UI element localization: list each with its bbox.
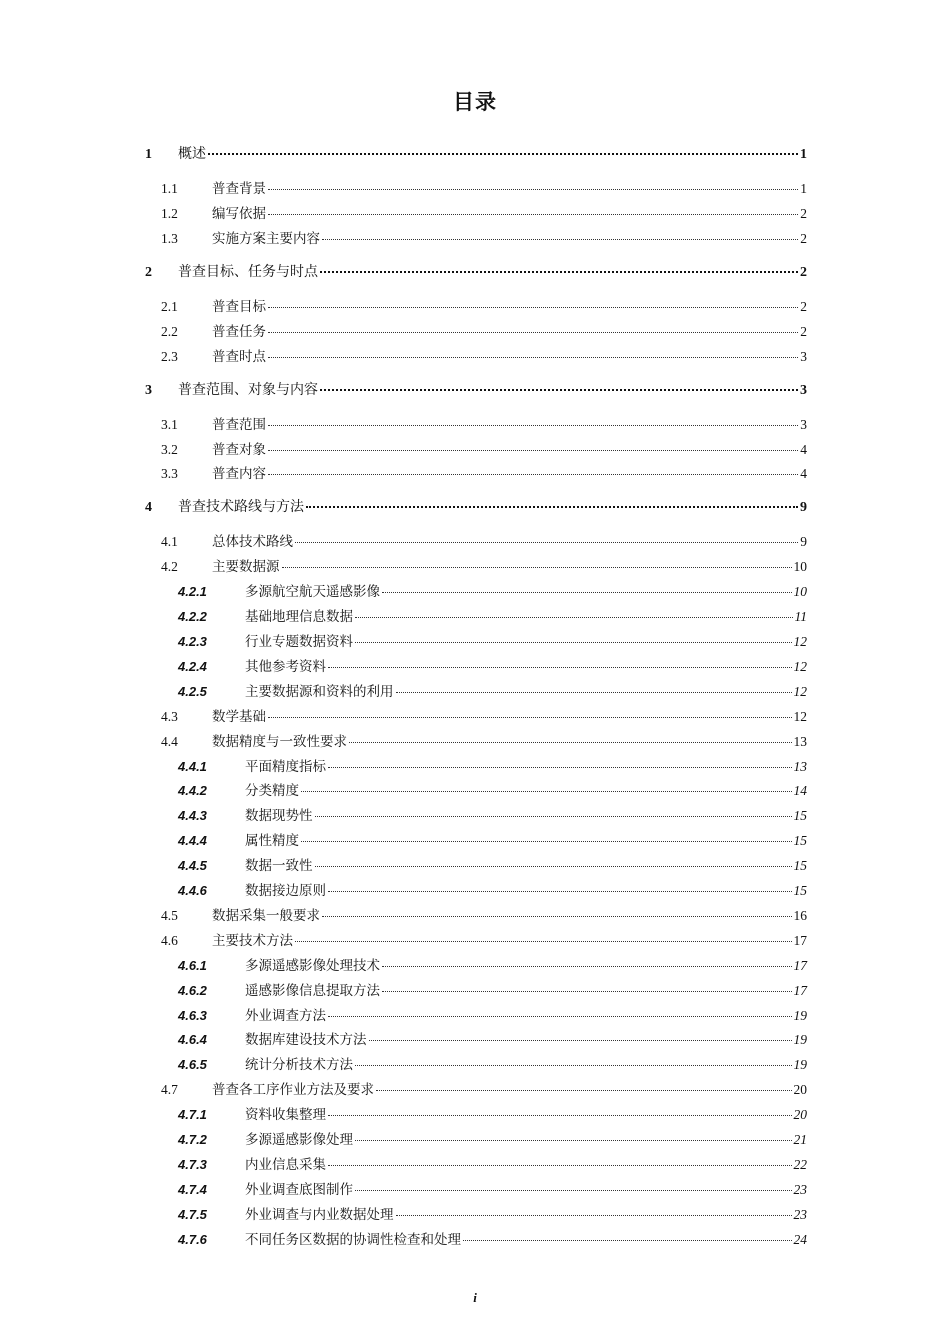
toc-entry-page: 12 bbox=[793, 708, 807, 724]
toc-entry-number: 2 bbox=[145, 264, 152, 280]
toc-entry[interactable] bbox=[161, 1078, 807, 1098]
toc-entry[interactable] bbox=[145, 496, 807, 516]
toc-entry-page: 3 bbox=[800, 348, 807, 364]
toc-entry[interactable] bbox=[161, 730, 807, 750]
toc-entry-title: 数据一致性 bbox=[245, 858, 313, 875]
toc-entry-page: 4 bbox=[800, 466, 807, 482]
toc-entry-number: 3 bbox=[145, 382, 152, 398]
toc-entry-title: 资料收集整理 bbox=[245, 1107, 326, 1124]
toc-entry[interactable] bbox=[178, 979, 807, 999]
toc-entry-page: 19 bbox=[793, 1007, 807, 1023]
dot-leader bbox=[295, 941, 792, 942]
toc-entry-title: 数据精度与一致性要求 bbox=[212, 733, 347, 750]
toc-entry-number: 4.4.2 bbox=[178, 783, 207, 799]
toc-entry-number: 4.2.5 bbox=[178, 683, 207, 699]
toc-entry-number: 4.5 bbox=[161, 907, 178, 923]
toc-entry-page: 17 bbox=[793, 982, 807, 998]
toc-entry-number: 4.4.4 bbox=[178, 833, 207, 849]
toc-entry-number: 4.6.5 bbox=[178, 1057, 207, 1073]
toc-entry-number: 4.4 bbox=[161, 733, 178, 749]
toc-entry[interactable] bbox=[145, 261, 807, 281]
toc-entry-number: 4.2.1 bbox=[178, 584, 207, 600]
toc-entry-page: 17 bbox=[793, 932, 807, 948]
toc-entry-page: 1 bbox=[800, 181, 807, 196]
toc-entry-page: 2 bbox=[800, 264, 807, 280]
toc-entry-title: 不同任务区数据的协调性检查和处理 bbox=[245, 1231, 461, 1248]
toc-entry[interactable] bbox=[178, 779, 807, 799]
toc-entry[interactable] bbox=[178, 1228, 807, 1248]
toc-entry-page: 24 bbox=[793, 1231, 807, 1247]
toc-entry-page: 23 bbox=[793, 1206, 807, 1222]
toc-entry-title: 数据采集一般要求 bbox=[212, 907, 320, 924]
dot-leader bbox=[268, 332, 798, 333]
toc-entry-page: 20 bbox=[793, 1107, 807, 1123]
toc-entry[interactable] bbox=[178, 1053, 807, 1073]
dot-leader bbox=[382, 991, 792, 992]
toc-entry-page: 2 bbox=[800, 205, 807, 221]
toc-entry-number: 4.6.4 bbox=[178, 1032, 207, 1048]
toc-entry-number: 4.7.5 bbox=[178, 1206, 207, 1222]
dot-leader bbox=[376, 1090, 792, 1091]
toc-entry-title: 普查背景 bbox=[212, 181, 266, 197]
toc-entry-title: 普查任务 bbox=[212, 323, 266, 340]
dot-leader bbox=[328, 667, 792, 668]
toc-entry-number: 4.4.5 bbox=[178, 858, 207, 874]
toc-entry-page: 4 bbox=[800, 441, 807, 457]
dot-leader bbox=[268, 189, 798, 190]
toc-entry[interactable] bbox=[178, 1128, 807, 1148]
dot-leader bbox=[328, 891, 792, 892]
toc-entry[interactable] bbox=[161, 530, 807, 550]
toc-entry-title: 主要数据源 bbox=[212, 559, 280, 576]
toc-entry[interactable] bbox=[161, 295, 807, 315]
toc-entry-title: 主要技术方法 bbox=[212, 932, 293, 949]
dot-leader bbox=[355, 642, 792, 643]
dot-leader bbox=[268, 357, 798, 358]
toc-entry-number: 4.6 bbox=[161, 932, 178, 948]
toc-entry-page: 17 bbox=[793, 957, 807, 973]
toc-entry[interactable] bbox=[178, 630, 807, 650]
dot-leader bbox=[322, 239, 798, 240]
toc-entry-title: 普查目标 bbox=[212, 298, 266, 315]
toc-entry-number: 2.2 bbox=[161, 323, 178, 339]
toc-entry-title: 内业信息采集 bbox=[245, 1156, 326, 1173]
toc-entry-number: 2.3 bbox=[161, 348, 178, 364]
toc-entry-title: 属性精度 bbox=[245, 833, 299, 850]
toc-entry-title: 基础地理信息数据 bbox=[245, 609, 353, 626]
toc-entry-number: 4.6.1 bbox=[178, 957, 207, 973]
toc-entry[interactable] bbox=[178, 580, 807, 600]
toc-entry-number: 4.7.1 bbox=[178, 1107, 207, 1123]
toc-entry-title: 普查范围 bbox=[212, 416, 266, 433]
dot-leader bbox=[396, 1215, 792, 1216]
toc-entry-page: 10 bbox=[793, 559, 807, 575]
toc-entry-page: 13 bbox=[793, 733, 807, 749]
toc-entry-page: 10 bbox=[793, 584, 807, 600]
toc-entry[interactable] bbox=[161, 462, 807, 482]
toc-entry-page: 2 bbox=[800, 298, 807, 314]
dot-leader bbox=[301, 791, 792, 792]
toc-entry[interactable] bbox=[178, 655, 807, 675]
toc-entry-page: 15 bbox=[793, 858, 807, 874]
dot-leader bbox=[355, 1065, 792, 1066]
toc-entry-title: 普查对象 bbox=[212, 441, 266, 458]
toc-entry-title: 外业调查底图制作 bbox=[245, 1181, 353, 1198]
toc-entry[interactable] bbox=[178, 1103, 807, 1123]
toc-entry-number: 2.1 bbox=[161, 298, 178, 314]
dot-leader bbox=[301, 841, 792, 842]
toc-entry-number: 4.7.4 bbox=[178, 1181, 207, 1197]
toc-entry-number: 1.1 bbox=[161, 181, 178, 196]
dot-leader bbox=[349, 742, 792, 743]
toc-entry-title: 普查目标、任务与时点 bbox=[178, 263, 318, 280]
toc-entry[interactable] bbox=[161, 705, 807, 725]
dot-leader bbox=[295, 542, 798, 543]
toc-entry[interactable] bbox=[161, 413, 807, 433]
toc-entry-title: 普查各工序作业方法及要求 bbox=[212, 1082, 374, 1099]
toc-entry[interactable] bbox=[178, 1004, 807, 1024]
toc-entry-page: 19 bbox=[793, 1057, 807, 1073]
dot-leader bbox=[320, 389, 798, 391]
toc-entry-number: 4.4.6 bbox=[178, 883, 207, 898]
toc-entry[interactable] bbox=[161, 227, 807, 247]
toc-entry-number: 3.2 bbox=[161, 441, 178, 457]
toc-entry-title: 普查时点 bbox=[212, 348, 266, 365]
toc-entry-page: 3 bbox=[800, 416, 807, 432]
toc-entry-page: 2 bbox=[800, 230, 807, 246]
toc-entry-title: 多源航空航天遥感影像 bbox=[245, 584, 380, 601]
toc-entry-number: 4 bbox=[145, 500, 152, 516]
toc-entry-number: 3.3 bbox=[161, 466, 178, 482]
toc-entry-title: 多源遥感影像处理 bbox=[245, 1132, 353, 1148]
toc-entry-number: 4.7.2 bbox=[178, 1132, 207, 1147]
toc-entry-page: 2 bbox=[800, 323, 807, 339]
toc-entry-page: 20 bbox=[793, 1082, 807, 1098]
toc-entry[interactable] bbox=[161, 904, 807, 924]
toc-entry-number: 4.7.6 bbox=[178, 1231, 207, 1247]
toc-entry-title: 数据现势性 bbox=[245, 808, 313, 825]
toc-entry-number: 4.3 bbox=[161, 708, 178, 724]
toc-entry-title: 普查内容 bbox=[212, 466, 266, 483]
toc-entry-title: 统计分析技术方法 bbox=[245, 1057, 353, 1074]
toc-entry[interactable] bbox=[178, 605, 807, 625]
toc-entry-number: 4.6.2 bbox=[178, 982, 207, 998]
toc-entry-title: 数据接边原则 bbox=[245, 883, 326, 899]
dot-leader bbox=[322, 916, 792, 917]
toc-entry[interactable] bbox=[178, 1178, 807, 1198]
toc-entry-title: 数学基础 bbox=[212, 708, 266, 725]
dot-leader bbox=[268, 307, 798, 308]
dot-leader bbox=[382, 592, 792, 593]
toc-entry-page: 21 bbox=[793, 1132, 807, 1147]
toc-entry-page: 14 bbox=[793, 783, 807, 799]
toc-entry-number: 4.4.3 bbox=[178, 808, 207, 824]
toc-entry-number: 4.7.3 bbox=[178, 1156, 207, 1172]
dot-leader bbox=[268, 425, 798, 426]
dot-leader bbox=[382, 966, 792, 967]
toc-entry-number: 1.2 bbox=[161, 205, 178, 221]
toc-entry[interactable] bbox=[178, 854, 807, 874]
dot-leader bbox=[315, 866, 792, 867]
dot-leader bbox=[208, 153, 798, 155]
toc-entry-page: 9 bbox=[800, 534, 807, 550]
toc-entry-number: 4.2.4 bbox=[178, 658, 207, 674]
dot-leader bbox=[315, 816, 792, 817]
toc-entry-title: 普查范围、对象与内容 bbox=[178, 381, 318, 398]
toc-entry[interactable] bbox=[161, 929, 807, 949]
dot-leader bbox=[328, 1115, 792, 1116]
toc-entry-page: 9 bbox=[800, 500, 807, 516]
toc-entry-number: 4.2.3 bbox=[178, 634, 207, 649]
toc-entry-number: 1 bbox=[145, 147, 152, 162]
toc-entry[interactable] bbox=[178, 1153, 807, 1173]
dot-leader bbox=[328, 767, 792, 768]
dot-leader bbox=[328, 1165, 792, 1166]
toc-entry-page: 11 bbox=[794, 609, 807, 625]
toc-entry-title: 遥感影像信息提取方法 bbox=[245, 982, 380, 999]
dot-leader bbox=[268, 450, 798, 451]
dot-leader bbox=[369, 1040, 792, 1041]
toc-entry-title: 实施方案主要内容 bbox=[212, 230, 320, 247]
toc-entry-page: 15 bbox=[793, 808, 807, 824]
toc-entry-title: 行业专题数据资料 bbox=[245, 634, 353, 650]
toc-entry-title: 分类精度 bbox=[245, 783, 299, 800]
dot-leader bbox=[355, 1140, 792, 1141]
toc-entry-page: 19 bbox=[793, 1032, 807, 1048]
toc-entry-title: 平面精度指标 bbox=[245, 758, 326, 775]
toc-entry-number: 4.2 bbox=[161, 559, 178, 575]
toc-entry[interactable] bbox=[145, 379, 807, 399]
toc-entry-title: 多源遥感影像处理技术 bbox=[245, 957, 380, 974]
toc-entry-page: 1 bbox=[800, 147, 807, 162]
toc-entry-page: 15 bbox=[793, 883, 807, 898]
toc-entry[interactable] bbox=[161, 320, 807, 340]
toc-entry-title: 编写依据 bbox=[212, 205, 266, 222]
toc-entry-number: 4.1 bbox=[161, 534, 178, 550]
toc-entry-page: 12 bbox=[793, 634, 807, 649]
dot-leader bbox=[282, 567, 792, 568]
toc-entry-title: 外业调查方法 bbox=[245, 1007, 326, 1024]
toc-entry[interactable] bbox=[161, 555, 807, 575]
toc-entry[interactable] bbox=[178, 680, 807, 700]
toc-entry[interactable] bbox=[161, 177, 807, 197]
toc-entry-number: 4.7 bbox=[161, 1082, 178, 1098]
toc-entry-title: 其他参考资料 bbox=[245, 658, 326, 675]
toc-entry-page: 23 bbox=[793, 1181, 807, 1197]
dot-leader bbox=[268, 717, 792, 718]
dot-leader bbox=[463, 1240, 792, 1241]
toc-entry[interactable] bbox=[161, 202, 807, 222]
toc-entry-title: 总体技术路线 bbox=[212, 534, 293, 551]
toc-entry[interactable] bbox=[178, 1203, 807, 1223]
page-number: i bbox=[473, 1290, 477, 1305]
toc-entry-page: 15 bbox=[793, 833, 807, 849]
toc-entry-number: 3.1 bbox=[161, 416, 178, 432]
dot-leader bbox=[320, 271, 798, 273]
toc-entry-number: 4.4.1 bbox=[178, 758, 207, 774]
dot-leader bbox=[268, 214, 798, 215]
toc-entry-page: 22 bbox=[793, 1156, 807, 1172]
dot-leader bbox=[306, 506, 798, 508]
dot-leader bbox=[268, 474, 798, 475]
toc-entry-page: 13 bbox=[793, 758, 807, 774]
toc-entry-title: 外业调查与内业数据处理 bbox=[245, 1206, 394, 1223]
toc-entry-title: 普查技术路线与方法 bbox=[178, 499, 304, 516]
dot-leader bbox=[355, 617, 793, 618]
toc-entry[interactable] bbox=[145, 143, 807, 163]
toc-entry-page: 12 bbox=[793, 658, 807, 674]
toc-entry[interactable] bbox=[178, 804, 807, 824]
toc-entry-page: 16 bbox=[793, 907, 807, 923]
toc-entry-title: 数据库建设技术方法 bbox=[245, 1032, 367, 1049]
toc-entry[interactable] bbox=[178, 879, 807, 899]
toc-entry-page: 3 bbox=[800, 382, 807, 398]
toc-entry[interactable] bbox=[161, 345, 807, 365]
toc-entry-title: 主要数据源和资料的利用 bbox=[245, 683, 394, 700]
toc-entry[interactable] bbox=[178, 829, 807, 849]
toc-entry-number: 1.3 bbox=[161, 230, 178, 246]
toc-entry-title: 概述 bbox=[178, 146, 206, 162]
toc-entry-page: 12 bbox=[793, 683, 807, 699]
toc-entry-number: 4.2.2 bbox=[178, 609, 207, 625]
toc-entry[interactable] bbox=[178, 954, 807, 974]
dot-leader bbox=[396, 692, 792, 693]
toc-entry-number: 4.6.3 bbox=[178, 1007, 207, 1023]
page-title: 目录 bbox=[453, 90, 497, 114]
toc-entry[interactable] bbox=[161, 438, 807, 458]
dot-leader bbox=[355, 1190, 792, 1191]
toc-entry[interactable] bbox=[178, 1028, 807, 1048]
toc-entry[interactable] bbox=[178, 755, 807, 775]
dot-leader bbox=[328, 1016, 792, 1017]
